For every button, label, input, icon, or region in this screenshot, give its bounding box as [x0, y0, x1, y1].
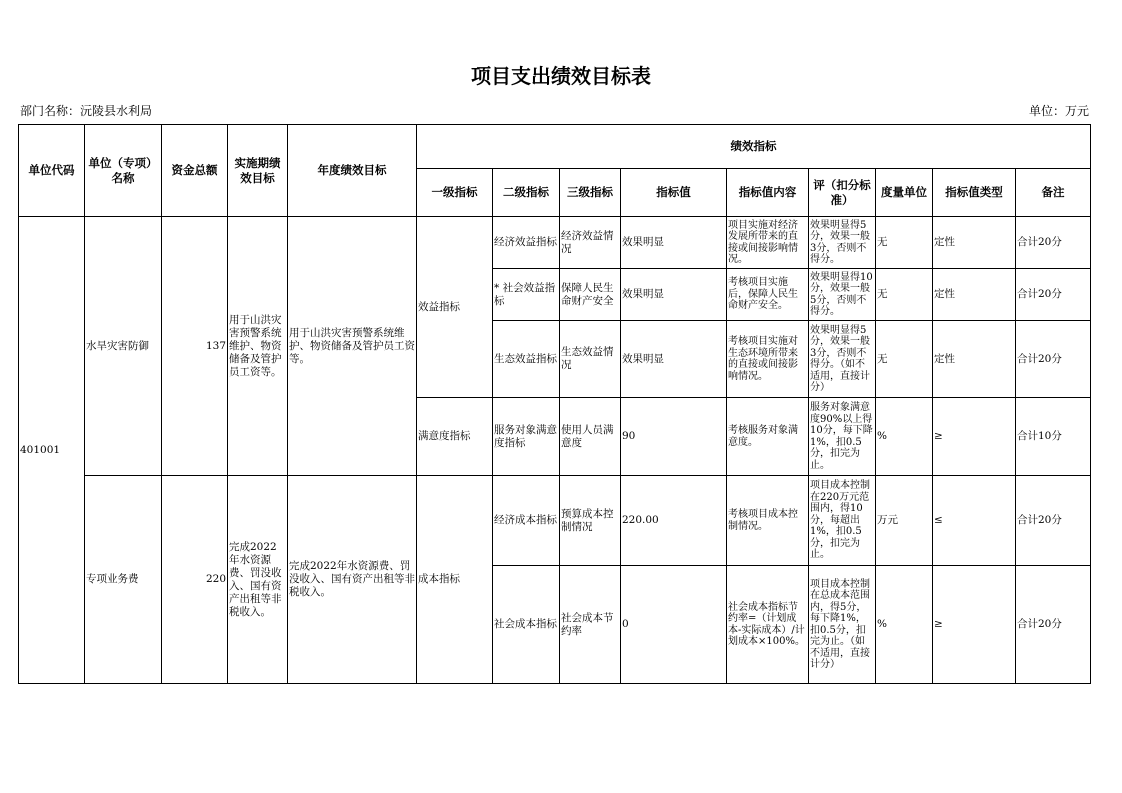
- value-type-cell: 定性: [933, 321, 1016, 398]
- header-period-goal: 实施期绩效目标: [228, 125, 288, 217]
- level2-cell: 经济效益指标: [493, 217, 560, 269]
- remark-cell: 合计10分: [1016, 398, 1091, 476]
- value-cell: 效果明显: [621, 217, 727, 269]
- scoring-cell: 项目成本控制在总成本范围内，得5分，每下降1%，扣0.5分，扣完为止。（如不适用，直接计分）: [809, 566, 876, 684]
- level3-cell: 社会成本节约率: [560, 566, 621, 684]
- header-value-type: 指标值类型: [933, 169, 1016, 217]
- header-total: 资金总额: [162, 125, 228, 217]
- value-type-cell: ≥: [933, 566, 1016, 684]
- level2-cell: * 社会效益指标: [493, 269, 560, 321]
- content-cell: 考核项目成本控制情况。: [727, 476, 809, 566]
- value-cell: 90: [621, 398, 727, 476]
- project-name-cell: 专项业务费: [85, 476, 162, 684]
- level3-cell: 经济效益情况: [560, 217, 621, 269]
- value-cell: 效果明显: [621, 269, 727, 321]
- level2-cell: 经济成本指标: [493, 476, 560, 566]
- value-type-cell: 定性: [933, 269, 1016, 321]
- content-cell: 社会成本指标节约率=（计划成本-实际成本）/计划成本×100%。: [727, 566, 809, 684]
- unit-label: 单位：万元: [1028, 104, 1089, 118]
- period-goal-cell: 完成2022年水资源费、罚没收入、国有资产出租等非税收入。: [228, 476, 288, 684]
- value-cell: 效果明显: [621, 321, 727, 398]
- level1-cell: 成本指标: [417, 476, 493, 684]
- header-indicators: 绩效指标: [417, 125, 1091, 169]
- annual-goal-cell: 完成2022年水资源费、罚没收入、国有资产出租等非税收入。: [288, 476, 417, 684]
- value-cell: 0: [621, 566, 727, 684]
- remark-cell: 合计20分: [1016, 566, 1091, 684]
- department-label: 部门名称：沅陵县水利局: [20, 104, 153, 118]
- measure-unit-cell: %: [876, 566, 933, 684]
- header-level1: 一级指标: [417, 169, 493, 217]
- content-cell: 考核服务对象满意度。: [727, 398, 809, 476]
- header-measure-unit: 度量单位: [876, 169, 933, 217]
- level2-cell: 社会成本指标: [493, 566, 560, 684]
- level3-cell: 使用人员满意度: [560, 398, 621, 476]
- header-code: 单位代码: [19, 125, 85, 217]
- level1-cell: 满意度指标: [417, 398, 493, 476]
- project-name-cell: 水旱灾害防御: [85, 217, 162, 476]
- header-value: 指标值: [621, 169, 727, 217]
- header-remark: 备注: [1016, 169, 1091, 217]
- remark-cell: 合计20分: [1016, 269, 1091, 321]
- header-level3: 三级指标: [560, 169, 621, 217]
- header-content: 指标值内容: [727, 169, 809, 217]
- remark-cell: 合计20分: [1016, 476, 1091, 566]
- unit-code-cell: 401001: [19, 217, 85, 684]
- measure-unit-cell: %: [876, 398, 933, 476]
- project-total-cell: 220: [162, 476, 228, 684]
- value-cell: 220.00: [621, 476, 727, 566]
- level3-cell: 保障人民生命财产安全: [560, 269, 621, 321]
- page-title: 项目支出绩效目标表: [471, 64, 651, 88]
- content-cell: 考核项目实施后，保障人民生命财产安全。: [727, 269, 809, 321]
- measure-unit-cell: 无: [876, 269, 933, 321]
- scoring-cell: 效果明显得10分，效果一般5分，否则不得分。: [809, 269, 876, 321]
- measure-unit-cell: 无: [876, 217, 933, 269]
- header-scoring: 评（扣分标准）: [809, 169, 876, 217]
- scoring-cell: 项目成本控制在220万元范围内，得10分，每超出1%，扣0.5分，扣完为止。: [809, 476, 876, 566]
- header-annual-goal: 年度绩效目标: [288, 125, 417, 217]
- level1-cell: 效益指标: [417, 217, 493, 398]
- header-level2: 二级指标: [493, 169, 560, 217]
- scoring-cell: 效果明显得5分，效果一般3分，否则不得分。: [809, 217, 876, 269]
- value-type-cell: ≤: [933, 476, 1016, 566]
- value-type-cell: ≥: [933, 398, 1016, 476]
- level2-cell: 服务对象满意度指标: [493, 398, 560, 476]
- table-row: [19, 217, 1091, 269]
- value-type-cell: 定性: [933, 217, 1016, 269]
- performance-table: [18, 124, 1091, 684]
- measure-unit-cell: 无: [876, 321, 933, 398]
- table-row: [19, 476, 1091, 566]
- project-total-cell: 137: [162, 217, 228, 476]
- level2-cell: 生态效益指标: [493, 321, 560, 398]
- level3-cell: 预算成本控制情况: [560, 476, 621, 566]
- level3-cell: 生态效益情况: [560, 321, 621, 398]
- annual-goal-cell: 用于山洪灾害预警系统维护、物资储备及管护员工资等。: [288, 217, 417, 476]
- scoring-cell: 服务对象满意度90%以上得10分，每下降1%，扣0.5分，扣完为止。: [809, 398, 876, 476]
- scoring-cell: 效果明显得5分，效果一般3分，否则不得分。（如不适用，直接计分）: [809, 321, 876, 398]
- period-goal-cell: 用于山洪灾害预警系统维护、物资储备及管护员工资等。: [228, 217, 288, 476]
- content-cell: 考核项目实施对生态环境所带来的直接或间接影响情况。: [727, 321, 809, 398]
- remark-cell: 合计20分: [1016, 217, 1091, 269]
- remark-cell: 合计20分: [1016, 321, 1091, 398]
- measure-unit-cell: 万元: [876, 476, 933, 566]
- header-name: 单位（专项）名称: [85, 125, 162, 217]
- content-cell: 项目实施对经济发展所带来的直接或间接影响情况。: [727, 217, 809, 269]
